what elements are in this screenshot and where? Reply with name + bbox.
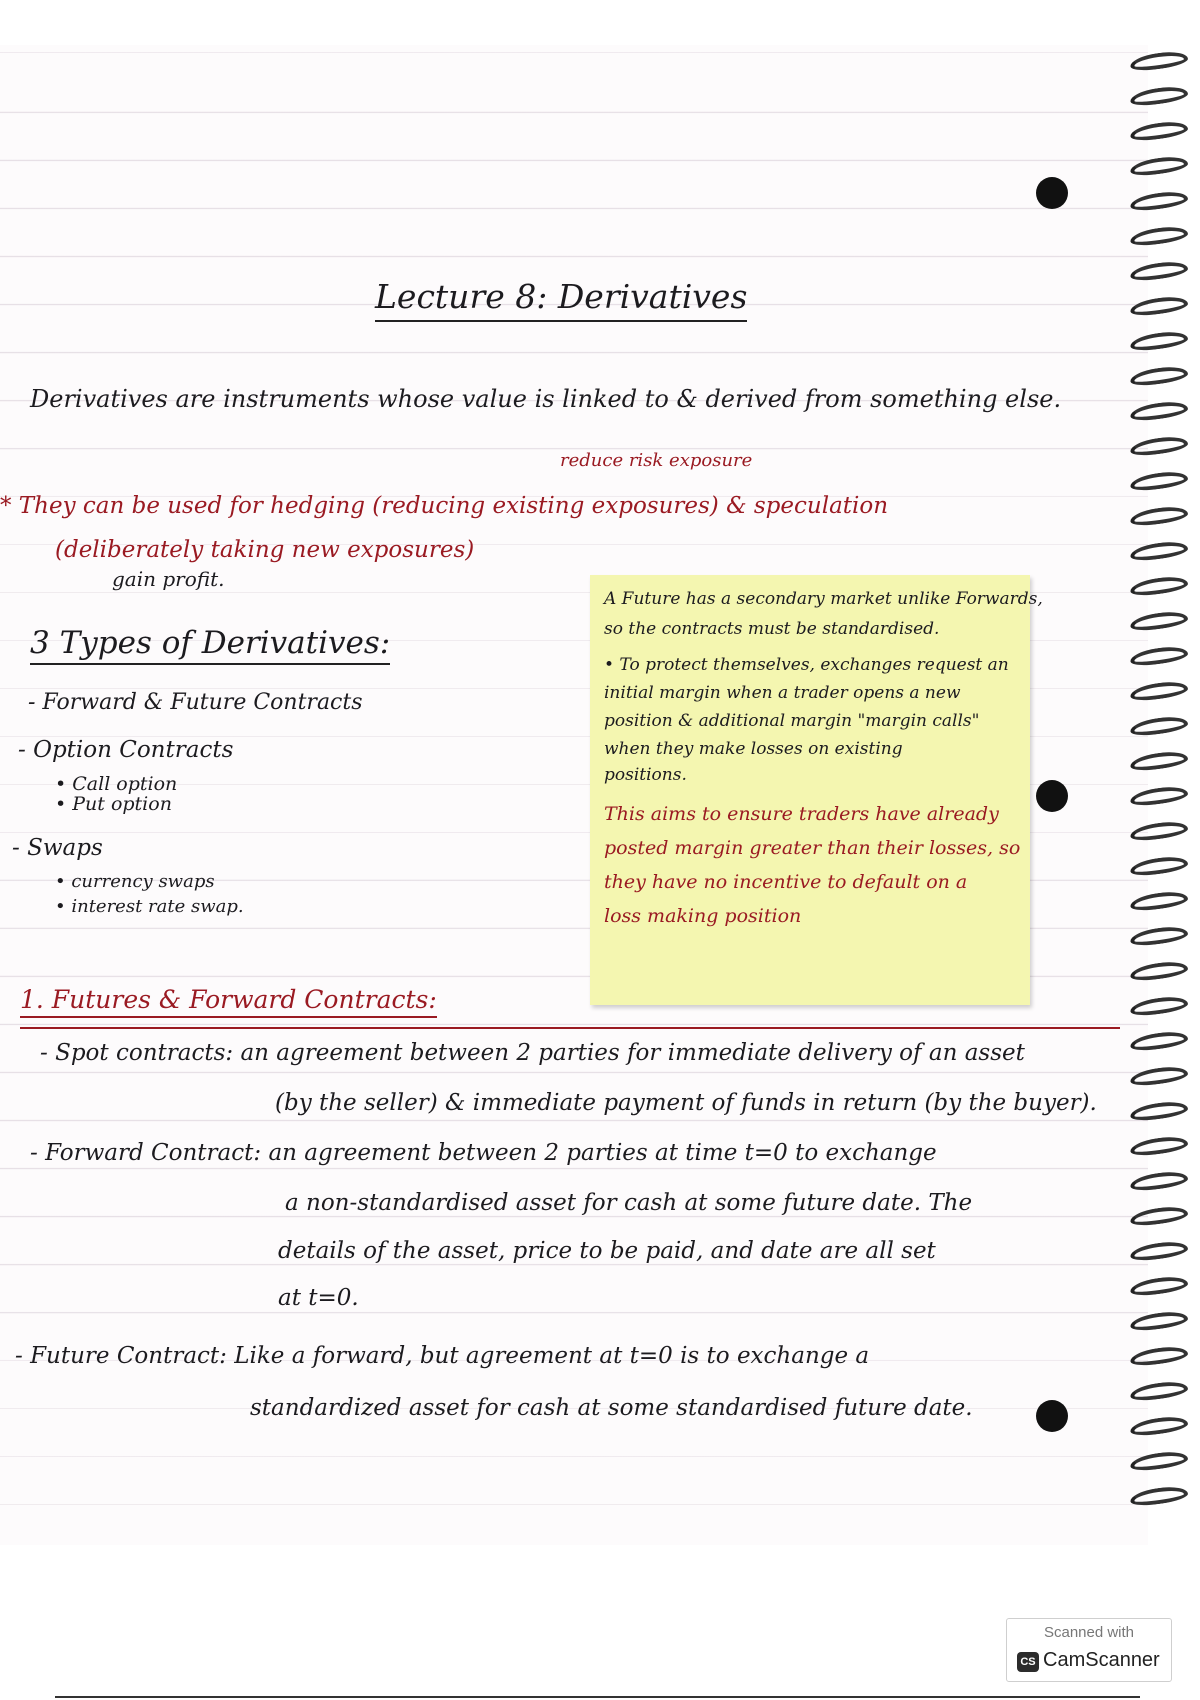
binding-coil — [1129, 959, 1189, 983]
binding-coil — [1129, 189, 1189, 213]
binding-coil — [1129, 714, 1189, 738]
sticky-note-line: position & additional margin "margin calls" — [604, 711, 980, 731]
future-contract-line: standardized asset for cash at some standardised future date. — [250, 1395, 973, 1421]
type-subitem: • currency swaps — [55, 871, 215, 892]
type-item: - Swaps — [12, 835, 103, 861]
binding-coil — [1129, 924, 1189, 948]
forward-contract-line: details of the asset, price to be paid, and date are all set — [278, 1238, 936, 1264]
sticky-note — [590, 575, 1043, 1005]
binding-coil — [1129, 1099, 1189, 1123]
binding-coil — [1129, 1449, 1189, 1473]
binding-coil — [1129, 889, 1189, 913]
scanner-brand: CamScanner — [1043, 1649, 1160, 1671]
binding-coil — [1129, 679, 1189, 703]
forward-contract-line: a non-standardised asset for cash at some future date. The — [285, 1190, 973, 1216]
binding-coil — [1129, 329, 1189, 353]
binding-coil — [1129, 574, 1189, 598]
binding-coil — [1129, 154, 1189, 178]
type-item: - Forward & Future Contracts — [28, 690, 363, 715]
binding-coil — [1129, 119, 1189, 143]
sticky-note-red-line: loss making position — [604, 905, 802, 927]
binding-coil — [1129, 1169, 1189, 1193]
punch-hole — [1036, 177, 1068, 209]
type-subitem: • interest rate swap. — [55, 896, 244, 917]
binding-coil — [1129, 224, 1189, 248]
type-subitem: • Call option — [55, 773, 178, 795]
binding-coil — [1129, 399, 1189, 423]
punch-hole — [1036, 780, 1068, 812]
uses-line: * They can be used for hedging (reducing existing exposures) & speculation — [0, 493, 889, 519]
page-title: Lecture 8: Derivatives — [375, 277, 747, 322]
sticky-note-line: so the contracts must be standardised. — [604, 619, 940, 639]
sticky-note-line: when they make losses on existing — [604, 739, 903, 759]
binding-coil — [1129, 1064, 1189, 1088]
binding-coil — [1129, 819, 1189, 843]
margin-annotation: reduce risk exposure — [560, 450, 753, 471]
type-subitem: • Put option — [55, 793, 172, 815]
binding-coil — [1129, 1344, 1189, 1368]
sticky-note-line: positions. — [604, 765, 687, 785]
notebook-page — [0, 45, 1148, 1545]
uses-line: gain profit. — [112, 567, 225, 591]
binding-coil — [1129, 1134, 1189, 1158]
sticky-note-red-line: This aims to ensure traders have already — [604, 803, 999, 825]
binding-coil — [1129, 644, 1189, 668]
sticky-note-red-line: posted margin greater than their losses, so — [604, 837, 1021, 859]
scanner-label: Scanned with — [1043, 1624, 1135, 1641]
scanner-watermark — [1006, 1618, 1172, 1682]
binding-coil — [1129, 854, 1189, 878]
types-heading: 3 Types of Derivatives: — [30, 625, 390, 665]
future-contract-line: - Future Contract: Like a forward, but agreement at t=0 is to exchange a — [15, 1343, 870, 1369]
uses-line: (deliberately taking new exposures) — [55, 537, 475, 563]
binding-coil — [1129, 539, 1189, 563]
binding-coil — [1129, 1029, 1189, 1053]
binding-coil — [1129, 749, 1189, 773]
binding-coil — [1129, 1379, 1189, 1403]
binding-coil — [1129, 469, 1189, 493]
sticky-note-line: • To protect themselves, exchanges request an — [604, 655, 1009, 675]
binding-coil — [1129, 504, 1189, 528]
sticky-note-red-line: they have no incentive to default on a — [604, 871, 968, 893]
sticky-note-line: A Future has a secondary market unlike Forwards, — [604, 589, 1043, 609]
bottom-rule — [55, 1696, 1140, 1698]
section-underline — [20, 1027, 1120, 1029]
binding-coil — [1129, 1204, 1189, 1228]
forward-contract-line: at t=0. — [278, 1285, 359, 1311]
binding-coil — [1129, 1484, 1189, 1508]
camscanner-icon: CS — [1017, 1652, 1039, 1672]
binding-coil — [1129, 1239, 1189, 1263]
sticky-note-line: initial margin when a trader opens a new — [604, 683, 961, 703]
binding-coil — [1129, 49, 1189, 73]
type-item: - Option Contracts — [18, 737, 234, 763]
binding-coil — [1129, 994, 1189, 1018]
binding-coil — [1129, 609, 1189, 633]
binding-coil — [1129, 294, 1189, 318]
binding-coil — [1129, 259, 1189, 283]
section-heading: 1. Futures & Forward Contracts: — [20, 985, 437, 1018]
punch-hole — [1036, 1400, 1068, 1432]
binding-coil — [1129, 1274, 1189, 1298]
spiral-binding — [1120, 45, 1200, 1545]
binding-coil — [1129, 84, 1189, 108]
binding-coil — [1129, 784, 1189, 808]
binding-coil — [1129, 434, 1189, 458]
definition-text: Derivatives are instruments whose value is linked to & derived from something else. — [30, 385, 1062, 413]
forward-contract-line: - Forward Contract: an agreement between 2 parties at time t=0 to exchange — [30, 1140, 937, 1166]
binding-coil — [1129, 1414, 1189, 1438]
spot-contract-line: - Spot contracts: an agreement between 2 parties for immediate delivery of an asset — [40, 1040, 1025, 1066]
binding-coil — [1129, 364, 1189, 388]
binding-coil — [1129, 1309, 1189, 1333]
spot-contract-line: (by the seller) & immediate payment of funds in return (by the buyer). — [275, 1090, 1097, 1116]
